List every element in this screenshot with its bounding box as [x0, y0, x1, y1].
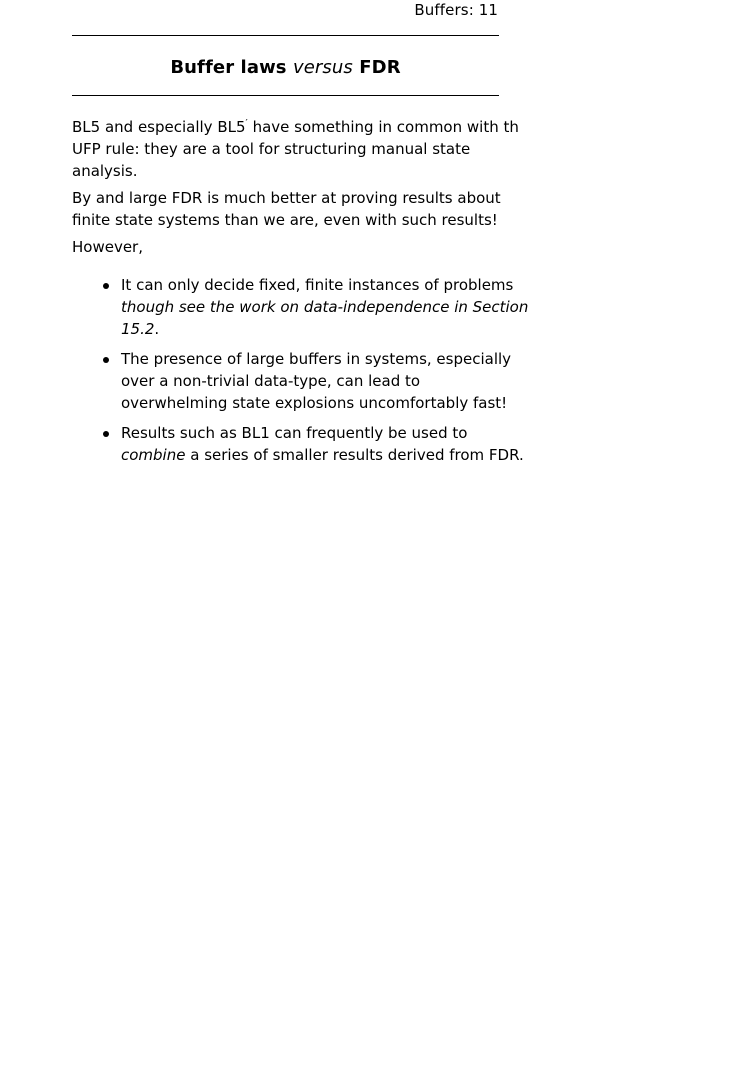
prime-mark: ′ [245, 118, 248, 129]
bullet-dot-icon [103, 431, 109, 437]
bullet-line: over a non-trivial data-type, can lead to [121, 372, 421, 390]
page-label: Buffers: 11 [414, 1, 498, 19]
paragraph-however [72, 236, 499, 258]
bullet-line: It can only decide fixed, finite instances of problems [121, 276, 514, 294]
list-item [72, 348, 512, 414]
bullet-line: overwhelming state explosions uncomfortably fast! [121, 394, 508, 412]
title-italic: versus [293, 57, 353, 78]
bullet-dot-icon [103, 283, 109, 289]
italic-text: combine [121, 446, 186, 464]
top-rule [72, 35, 499, 36]
paragraph-line: By and large FDR is much better at proving results about [72, 189, 501, 207]
bullet-line [121, 296, 529, 318]
list-item [72, 422, 524, 466]
paragraph-fdr [72, 187, 499, 231]
paragraph-line: However, [72, 238, 143, 256]
text-segment: BL5 and especially BL5 [72, 118, 246, 136]
bullet-list [72, 274, 529, 466]
list-item [72, 274, 529, 340]
paragraph-line: UFP rule: they are a tool for structuring manual state [72, 140, 471, 158]
bullet-line: The presence of large buffers in systems, especially [121, 350, 512, 368]
text-segment: have something in common with th [247, 118, 519, 136]
italic-text: 15.2 [121, 320, 155, 338]
slide-body [72, 113, 529, 474]
paragraph-line: finite state systems than we are, even with such results! [72, 211, 498, 229]
title-part-1: Buffer laws [170, 57, 287, 78]
paragraph-bl5 [72, 113, 519, 182]
italic-text: though see the work on data-independence in Section [121, 298, 529, 316]
title-part-2: FDR [359, 57, 401, 78]
bullet-line [121, 444, 524, 466]
paragraph-line [72, 113, 519, 138]
text-segment: . [154, 320, 160, 338]
paragraph-line: analysis. [72, 162, 138, 180]
bottom-rule [72, 95, 499, 96]
bullet-dot-icon [103, 357, 109, 363]
text-segment: a series of smaller results derived from FDR. [185, 446, 524, 464]
slide-title [72, 57, 499, 78]
bullet-line [121, 318, 499, 340]
bullet-line: Results such as BL1 can frequently be used to [121, 424, 468, 442]
